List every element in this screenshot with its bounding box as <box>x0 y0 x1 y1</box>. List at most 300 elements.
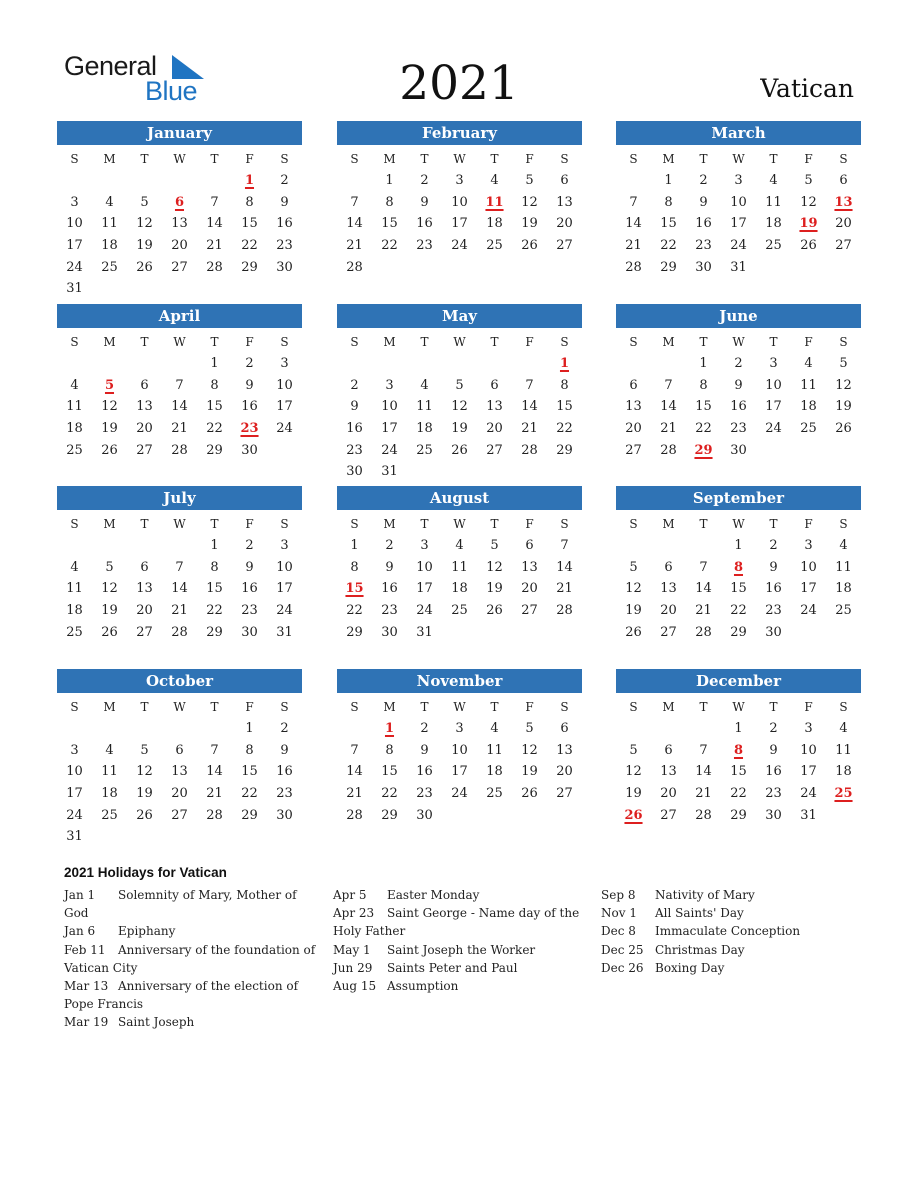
day-cell: 29 <box>241 807 258 823</box>
day-cell: 28 <box>625 259 642 275</box>
weekday-label: M <box>662 335 675 349</box>
day-cell: 20 <box>521 581 538 597</box>
month-february <box>337 121 582 278</box>
empty-cell <box>197 718 232 740</box>
empty-cell <box>92 353 127 375</box>
day-cell: 26 <box>451 442 468 458</box>
day-cell: 27 <box>835 238 852 254</box>
day-cell: 22 <box>730 603 747 619</box>
day-cell: 25 <box>486 238 503 254</box>
day-cell: 16 <box>241 399 258 415</box>
day-cell: 6 <box>839 173 848 188</box>
day-cell: 18 <box>66 603 83 619</box>
day-cell: 4 <box>839 538 848 553</box>
weekday-label: S <box>560 152 569 166</box>
month-grid <box>57 148 302 300</box>
day-cell: 3 <box>70 742 79 758</box>
month-title: December <box>616 669 861 693</box>
day-cell: 23 <box>276 238 293 254</box>
empty-cell <box>92 170 127 192</box>
day-cell: 26 <box>625 624 642 640</box>
empty-cell <box>127 353 162 375</box>
day-cell: 10 <box>451 742 468 758</box>
day-cell: 15 <box>660 216 677 232</box>
day-cell: 15 <box>206 581 223 597</box>
day-cell: 26 <box>136 259 153 275</box>
day-cell: 17 <box>66 238 83 254</box>
day-cell: 6 <box>490 377 499 393</box>
weekday-label: F <box>245 152 254 166</box>
weekday-label: M <box>662 517 675 531</box>
weekday-label: T <box>699 517 708 531</box>
weekday-label: T <box>769 517 778 531</box>
month-may <box>337 304 582 483</box>
weekday-label: S <box>280 152 289 166</box>
month-august <box>337 486 582 643</box>
day-cell: 11 <box>800 377 817 393</box>
day-cell: 5 <box>455 377 464 393</box>
day-cell: 15 <box>381 764 398 780</box>
day-cell: 19 <box>625 603 642 619</box>
weekday-label: S <box>70 700 79 714</box>
holiday-item <box>601 904 859 922</box>
day-cell: 19 <box>101 421 118 437</box>
weekday-label: M <box>383 700 396 714</box>
day-cell: 16 <box>765 764 782 780</box>
weekday-label: T <box>140 700 149 714</box>
holiday-item <box>333 941 591 959</box>
day-cell: 18 <box>800 399 817 415</box>
month-january <box>57 121 302 300</box>
day-cell: 3 <box>734 173 743 188</box>
day-cell: 30 <box>241 442 258 458</box>
day-cell: 26 <box>521 786 538 802</box>
day-cell: 13 <box>556 742 573 758</box>
day-cell: 2 <box>734 356 743 371</box>
empty-cell <box>57 170 92 192</box>
holiday-date: 8 <box>733 742 744 758</box>
holiday-item <box>333 886 591 904</box>
weekday-label: M <box>103 335 116 349</box>
day-cell: 19 <box>486 581 503 597</box>
day-cell: 26 <box>835 421 852 437</box>
empty-cell <box>162 718 197 740</box>
day-cell: 20 <box>136 603 153 619</box>
day-cell: 3 <box>804 538 813 553</box>
calendar-year: 2021 <box>399 56 519 111</box>
weekday-label: M <box>662 152 675 166</box>
day-cell: 18 <box>66 421 83 437</box>
weekday-label: W <box>732 152 745 166</box>
day-cell: 22 <box>381 786 398 802</box>
day-cell: 20 <box>660 603 677 619</box>
day-cell: 21 <box>206 238 223 254</box>
day-cell: 1 <box>664 173 673 188</box>
holiday-item <box>601 941 859 959</box>
day-cell: 8 <box>385 742 394 758</box>
weekday-label: F <box>525 700 534 714</box>
day-cell: 4 <box>455 538 464 553</box>
day-cell: 12 <box>521 742 538 758</box>
weekday-label: T <box>420 335 429 349</box>
day-cell: 19 <box>521 216 538 232</box>
day-cell: 11 <box>66 399 83 415</box>
day-cell: 5 <box>525 721 534 736</box>
day-cell: 30 <box>765 624 782 640</box>
weekday-label: S <box>560 517 569 531</box>
day-cell: 5 <box>839 356 848 371</box>
day-cell: 11 <box>101 764 118 780</box>
month-june <box>616 304 861 461</box>
day-cell: 11 <box>416 399 433 415</box>
weekday-label: T <box>420 700 429 714</box>
day-cell: 6 <box>664 742 673 758</box>
weekday-label: T <box>769 152 778 166</box>
holiday-item-date: Jun 29 <box>333 960 373 975</box>
day-cell: 23 <box>765 786 782 802</box>
day-cell: 7 <box>350 194 359 210</box>
day-cell: 28 <box>171 442 188 458</box>
month-title: January <box>57 121 302 145</box>
weekday-label: T <box>490 700 499 714</box>
day-cell: 24 <box>276 603 293 619</box>
day-cell: 4 <box>105 194 114 210</box>
day-cell: 18 <box>765 216 782 232</box>
day-cell: 16 <box>765 581 782 597</box>
holiday-date: 6 <box>174 194 185 210</box>
weekday-label: T <box>140 517 149 531</box>
empty-cell <box>442 353 477 375</box>
day-cell: 12 <box>136 764 153 780</box>
holiday-item-name: Solemnity of Mary, Mother of God <box>64 888 297 921</box>
weekday-label: T <box>699 335 708 349</box>
day-cell: 15 <box>381 216 398 232</box>
day-cell: 16 <box>346 421 363 437</box>
holiday-date: 8 <box>733 559 744 575</box>
holiday-item-name: Immaculate Conception <box>655 924 801 939</box>
day-cell: 16 <box>416 216 433 232</box>
day-cell: 15 <box>730 581 747 597</box>
day-cell: 18 <box>835 581 852 597</box>
month-title: March <box>616 121 861 145</box>
day-cell: 21 <box>695 603 712 619</box>
day-cell: 18 <box>835 764 852 780</box>
day-cell: 3 <box>455 721 464 736</box>
day-cell: 28 <box>695 807 712 823</box>
day-cell: 21 <box>695 786 712 802</box>
weekday-label: S <box>350 152 359 166</box>
month-grid <box>337 513 582 643</box>
day-cell: 21 <box>171 421 188 437</box>
day-cell: 2 <box>420 721 429 736</box>
weekday-label: T <box>490 517 499 531</box>
weekday-label: M <box>383 335 396 349</box>
day-cell: 12 <box>101 399 118 415</box>
month-title: September <box>616 486 861 510</box>
day-cell: 19 <box>136 238 153 254</box>
day-cell: 4 <box>804 356 813 371</box>
day-cell: 4 <box>769 173 778 188</box>
weekday-label: T <box>210 152 219 166</box>
weekday-label: S <box>629 152 638 166</box>
day-cell: 20 <box>556 764 573 780</box>
day-cell: 10 <box>66 764 83 780</box>
day-cell: 20 <box>486 421 503 437</box>
day-cell: 16 <box>730 399 747 415</box>
day-cell: 20 <box>625 421 642 437</box>
day-cell: 4 <box>490 173 499 188</box>
day-cell: 25 <box>101 259 118 275</box>
holiday-item <box>333 977 591 995</box>
holiday-date: 5 <box>104 377 115 393</box>
brand-name-general: General <box>64 51 157 81</box>
day-cell: 24 <box>451 786 468 802</box>
day-cell: 29 <box>660 259 677 275</box>
day-cell: 5 <box>140 194 149 210</box>
empty-cell <box>57 718 92 740</box>
empty-cell <box>162 353 197 375</box>
day-cell: 9 <box>420 742 429 758</box>
weekday-label: F <box>245 517 254 531</box>
day-cell: 24 <box>800 603 817 619</box>
day-cell: 24 <box>730 238 747 254</box>
holiday-item-date: Sep 8 <box>601 888 636 902</box>
holiday-item-date: Jan 6 <box>64 924 96 939</box>
day-cell: 7 <box>699 742 708 758</box>
empty-cell <box>57 535 92 557</box>
weekday-label: F <box>804 152 813 166</box>
weekday-label: M <box>103 517 116 531</box>
month-grid <box>616 331 861 461</box>
holiday-item-name: Anniversary of the election of Pope Francis <box>64 979 299 1012</box>
empty-cell <box>686 718 721 740</box>
holiday-item <box>64 941 322 977</box>
day-cell: 25 <box>101 807 118 823</box>
day-cell: 9 <box>734 377 743 393</box>
day-cell: 29 <box>206 442 223 458</box>
day-cell: 5 <box>804 173 813 188</box>
day-cell: 4 <box>105 742 114 758</box>
month-grid <box>337 148 582 278</box>
day-cell: 21 <box>660 421 677 437</box>
day-cell: 7 <box>210 194 219 210</box>
day-cell: 7 <box>629 194 638 210</box>
empty-cell <box>162 535 197 557</box>
day-cell: 21 <box>206 786 223 802</box>
day-cell: 13 <box>660 581 677 597</box>
day-cell: 24 <box>765 421 782 437</box>
day-cell: 12 <box>800 194 817 210</box>
day-cell: 11 <box>451 559 468 575</box>
day-cell: 6 <box>525 538 534 553</box>
empty-cell <box>162 170 197 192</box>
day-cell: 5 <box>140 742 149 758</box>
holiday-item-date: Feb 11 <box>64 942 106 957</box>
day-cell: 3 <box>769 356 778 371</box>
empty-cell <box>337 170 372 192</box>
day-cell: 7 <box>525 377 534 393</box>
day-cell: 8 <box>245 742 254 758</box>
weekday-label: S <box>280 517 289 531</box>
holiday-item-date: Aug 15 <box>333 979 377 994</box>
day-cell: 17 <box>800 581 817 597</box>
day-cell: 28 <box>346 807 363 823</box>
month-title: August <box>337 486 582 510</box>
day-cell: 5 <box>105 559 114 575</box>
weekday-label: M <box>383 517 396 531</box>
empty-cell <box>92 535 127 557</box>
day-cell: 25 <box>416 442 433 458</box>
day-cell: 4 <box>420 377 429 393</box>
month-grid <box>337 331 582 483</box>
day-cell: 14 <box>346 216 363 232</box>
day-cell: 9 <box>280 742 289 758</box>
day-cell: 11 <box>765 194 782 210</box>
month-title: May <box>337 304 582 328</box>
day-cell: 27 <box>625 442 642 458</box>
day-cell: 15 <box>695 399 712 415</box>
holiday-date: 1 <box>384 721 395 736</box>
day-cell: 23 <box>346 442 363 458</box>
weekday-label: F <box>245 335 254 349</box>
month-grid <box>337 696 582 826</box>
day-cell: 29 <box>206 624 223 640</box>
day-cell: 2 <box>385 538 394 553</box>
holiday-item-date: Dec 8 <box>601 924 636 939</box>
day-cell: 14 <box>521 399 538 415</box>
day-cell: 18 <box>101 786 118 802</box>
day-cell: 12 <box>136 216 153 232</box>
day-cell: 21 <box>346 238 363 254</box>
day-cell: 21 <box>346 786 363 802</box>
day-cell: 1 <box>699 356 708 371</box>
day-cell: 6 <box>560 721 569 736</box>
day-cell: 2 <box>769 721 778 736</box>
day-cell: 31 <box>800 807 817 823</box>
day-cell: 20 <box>835 216 852 232</box>
country-name: Vatican <box>760 74 854 103</box>
day-cell: 28 <box>660 442 677 458</box>
day-cell: 18 <box>101 238 118 254</box>
holiday-column <box>601 886 859 977</box>
weekday-label: T <box>699 152 708 166</box>
day-cell: 16 <box>695 216 712 232</box>
holiday-item <box>601 922 859 940</box>
weekday-label: F <box>525 335 534 349</box>
weekday-label: T <box>490 335 499 349</box>
month-title: February <box>337 121 582 145</box>
day-cell: 14 <box>695 581 712 597</box>
day-cell: 18 <box>416 421 433 437</box>
day-cell: 2 <box>699 173 708 188</box>
day-cell: 19 <box>625 786 642 802</box>
day-cell: 27 <box>521 603 538 619</box>
day-cell: 28 <box>346 259 363 275</box>
month-title: November <box>337 669 582 693</box>
holiday-date: 26 <box>624 807 643 823</box>
day-cell: 20 <box>171 238 188 254</box>
weekday-label: W <box>173 335 186 349</box>
weekday-label: W <box>732 335 745 349</box>
day-cell: 31 <box>66 829 83 845</box>
day-cell: 19 <box>835 399 852 415</box>
day-cell: 23 <box>416 238 433 254</box>
holiday-item-date: Mar 19 <box>64 1015 109 1030</box>
day-cell: 3 <box>280 356 289 371</box>
day-cell: 22 <box>660 238 677 254</box>
day-cell: 10 <box>66 216 83 232</box>
day-cell: 12 <box>835 377 852 393</box>
day-cell: 29 <box>730 624 747 640</box>
day-cell: 24 <box>276 421 293 437</box>
day-cell: 11 <box>835 742 852 758</box>
holiday-column <box>64 886 322 1032</box>
month-april <box>57 304 302 461</box>
day-cell: 2 <box>245 356 254 371</box>
day-cell: 3 <box>420 538 429 553</box>
day-cell: 2 <box>350 377 359 393</box>
day-cell: 23 <box>765 603 782 619</box>
day-cell: 6 <box>140 559 149 575</box>
day-cell: 28 <box>695 624 712 640</box>
day-cell: 5 <box>629 742 638 758</box>
brand-name-blue: Blue <box>145 76 198 106</box>
day-cell: 20 <box>171 786 188 802</box>
weekday-label: M <box>383 152 396 166</box>
day-cell: 30 <box>276 807 293 823</box>
holiday-item <box>601 886 859 904</box>
day-cell: 15 <box>241 764 258 780</box>
day-cell: 14 <box>171 581 188 597</box>
day-cell: 24 <box>66 807 83 823</box>
holiday-item-date: May 1 <box>333 942 371 957</box>
day-cell: 27 <box>136 442 153 458</box>
day-cell: 14 <box>556 559 573 575</box>
day-cell: 27 <box>171 259 188 275</box>
day-cell: 5 <box>629 559 638 575</box>
day-cell: 19 <box>101 603 118 619</box>
day-cell: 23 <box>695 238 712 254</box>
day-cell: 25 <box>800 421 817 437</box>
day-cell: 22 <box>730 786 747 802</box>
day-cell: 11 <box>835 559 852 575</box>
empty-cell <box>127 718 162 740</box>
holiday-item <box>64 922 322 940</box>
holiday-item-date: Dec 26 <box>601 960 644 975</box>
day-cell: 2 <box>245 538 254 553</box>
day-cell: 7 <box>560 538 569 553</box>
day-cell: 30 <box>381 624 398 640</box>
empty-cell <box>616 718 651 740</box>
day-cell: 1 <box>210 356 219 371</box>
weekday-label: F <box>525 152 534 166</box>
day-cell: 17 <box>276 581 293 597</box>
day-cell: 12 <box>625 764 642 780</box>
day-cell: 17 <box>66 786 83 802</box>
day-cell: 31 <box>66 281 83 297</box>
day-cell: 27 <box>556 238 573 254</box>
day-cell: 9 <box>245 559 254 575</box>
empty-cell <box>512 353 547 375</box>
holiday-item-date: Nov 1 <box>601 906 637 921</box>
holiday-date: 29 <box>694 442 713 458</box>
empty-cell <box>127 170 162 192</box>
day-cell: 8 <box>560 377 569 393</box>
holiday-item-date: Apr 5 <box>333 888 367 902</box>
day-cell: 22 <box>206 421 223 437</box>
holiday-date: 13 <box>834 194 853 210</box>
day-cell: 27 <box>171 807 188 823</box>
